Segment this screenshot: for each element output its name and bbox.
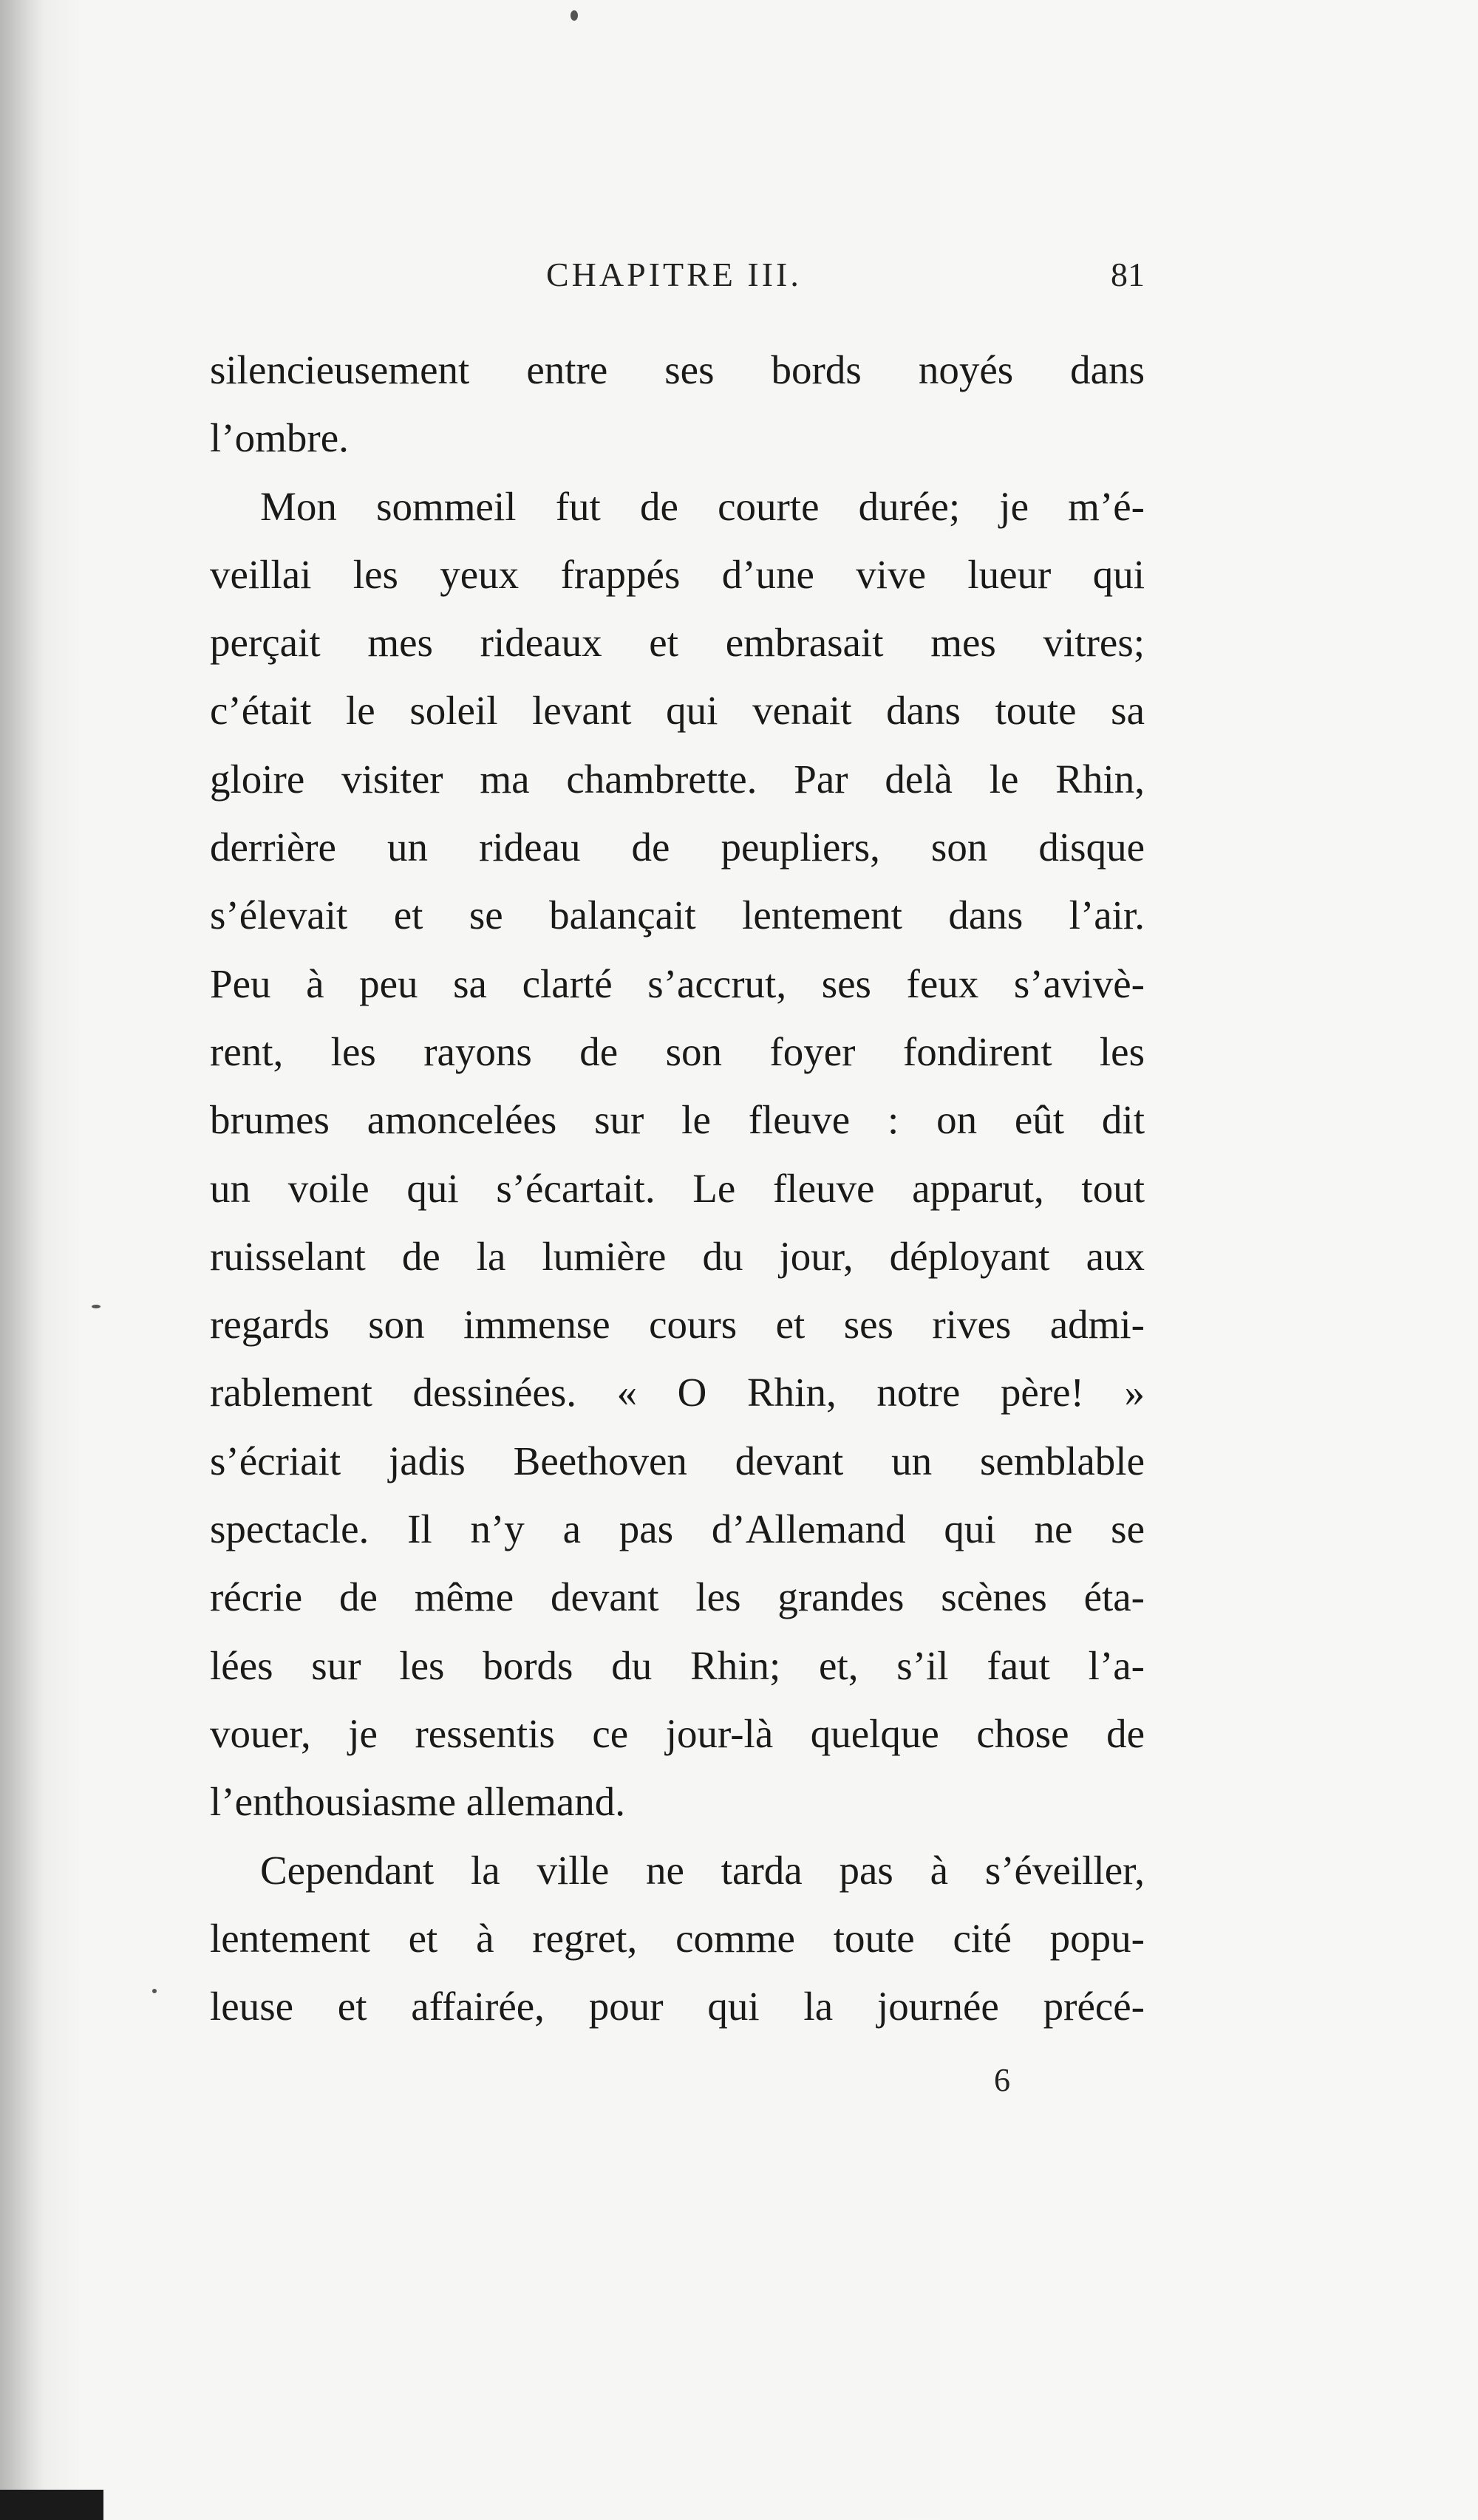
print-speck	[571, 10, 578, 21]
body-text	[210, 336, 1145, 2041]
text-line: c’était le soleil levant qui venait dans toute sa	[210, 688, 1145, 734]
page-header	[210, 255, 1145, 307]
text-line: Peu à peu sa clarté s’accrut, ses feux s’avivè-	[210, 960, 1145, 1006]
text-line: rablement dessinées. « O Rhin, notre père! »	[210, 1370, 1145, 1416]
text-line: brumes amoncelées sur le fleuve : on eût dit	[210, 1097, 1145, 1143]
signature-mark: 6	[994, 2062, 1010, 2098]
text-line: s’élevait et se balançait lentement dans l’air.	[210, 892, 1145, 938]
text-line: spectacle. Il n’y a pas d’Allemand qui ne se	[210, 1506, 1145, 1552]
text-line: l’ombre.	[210, 415, 349, 461]
running-title: CHAPITRE III.	[546, 256, 802, 293]
page-number: 81	[1111, 256, 1145, 293]
text-line: s’écriait jadis Beethoven devant un semblable	[210, 1438, 1145, 1483]
text-line: derrière un rideau de peupliers, son disque	[210, 824, 1145, 870]
text-line: Cependant la ville ne tarda pas à s’éveiller,	[260, 1847, 1145, 1893]
text-line: ruisselant de la lumière du jour, déployant aux	[210, 1233, 1145, 1279]
text-line: rent, les rayons de son foyer fondirent les	[210, 1028, 1145, 1074]
text-line: regards son immense cours et ses rives admi-	[210, 1302, 1145, 1348]
text-line: gloire visiter ma chambrette. Par delà le Rhin,	[210, 756, 1145, 802]
text-line: leuse et affairée, pour qui la journée précé-	[210, 1984, 1145, 2029]
text-line: veillai les yeux frappés d’une vive lueur qui	[210, 551, 1145, 597]
text-line: perçait mes rideaux et embrasait mes vitres;	[210, 620, 1145, 666]
print-speck	[92, 1305, 101, 1308]
text-line: l’enthousiasme allemand.	[210, 1779, 626, 1825]
text-line: vouer, je ressentis ce jour-là quelque chose de	[210, 1710, 1145, 1756]
text-line: silencieusement entre ses bords noyés dans	[210, 347, 1145, 392]
text-line: lentement et à regret, comme toute cité popu-	[210, 1915, 1145, 1961]
text-line: un voile qui s’écartait. Le fleuve apparut, tout	[210, 1165, 1145, 1211]
print-speck	[152, 1989, 157, 1993]
text-line: récrie de même devant les grandes scènes éta-	[210, 1574, 1145, 1620]
spine-shadow	[0, 0, 44, 2520]
text-line: lées sur les bords du Rhin; et, s’il faut l’a-	[210, 1642, 1145, 1688]
scan-edge	[0, 2490, 103, 2520]
text-line: Mon sommeil fut de courte durée; je m’é-	[260, 483, 1145, 529]
